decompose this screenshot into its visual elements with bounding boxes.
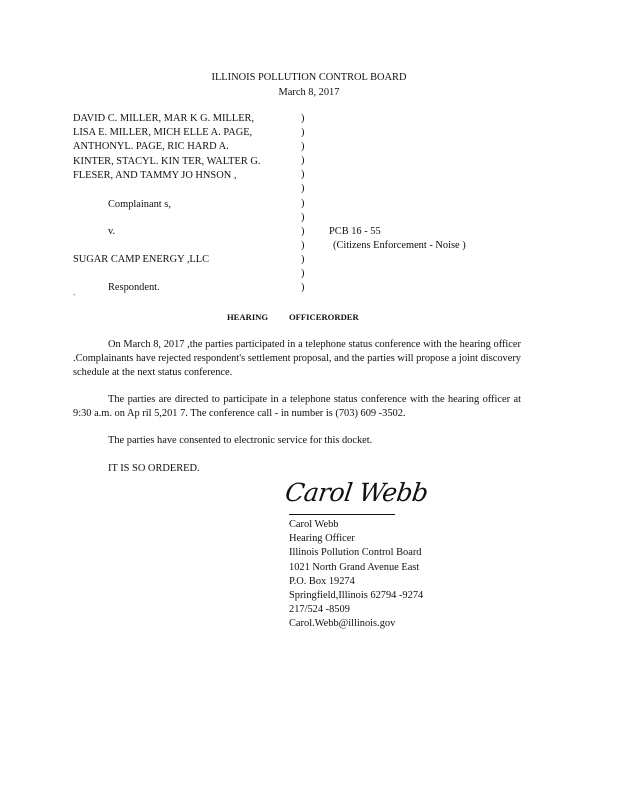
order-date: March 8, 2017 [278, 87, 340, 98]
address-street: 1021 North Grand Avenue East [289, 561, 420, 573]
versus-label: v. [108, 226, 116, 237]
case-type: (Citizens Enforcement - Noise ) [333, 240, 466, 251]
address-po-box: P.O. Box 19274 [289, 575, 355, 587]
paragraph-3: The parties have consented to electronic service for this docket. [108, 435, 373, 446]
respondent-label: Respondent. [108, 282, 160, 293]
party-line: DAVID C. MILLER, MAR K G. MILLER, [73, 113, 255, 124]
agency-name: ILLINOIS POLLUTION CONTROL BOARD [211, 72, 407, 83]
order-title-left: HEARING [227, 312, 269, 322]
paragraph-1: On March 8, 2017 ,the parties participated in a telephone status conference with the hearing officer .Complainants have rejected respondent's settlement proposal, and the parties will propose a joint discovery schedule at the next status conference. [73, 339, 521, 378]
signature-rule [289, 514, 395, 515]
respondent-name: SUGAR CAMP ENERGY ,LLC [73, 254, 210, 265]
paren: ) [301, 141, 305, 153]
paren: ) [301, 197, 305, 209]
paren: ) [301, 282, 305, 294]
paren: ) [301, 169, 305, 181]
address-city: Springfield,Illinois 62794 -9274 [289, 590, 424, 602]
tick-mark: ` [73, 293, 76, 302]
paragraph-2: The parties are directed to participate in a telephone status conference with the hearing officer at 9:30 a.m. on Ap ril 5,201 7. The conference call - in number is (703) 609 -3502. [73, 394, 521, 419]
paren: ) [301, 211, 305, 223]
paren: ) [301, 239, 305, 251]
party-line: LISA E. MILLER, MICH ELLE A. PAGE, [73, 127, 253, 139]
paren: ) [301, 253, 305, 265]
party-line: FLESER, AND TAMMY JO HNSON , [73, 169, 237, 181]
signature-block [289, 518, 423, 632]
email-address: Carol.Webb@illinois.gov [289, 618, 396, 630]
paren: ) [301, 268, 305, 280]
paren: ) [301, 127, 305, 139]
paren: ) [301, 155, 305, 167]
closing-statement: IT IS SO ORDERED. [108, 463, 200, 474]
signature-script: Carol Webb [283, 478, 430, 507]
signer-name: Carol Webb [289, 519, 339, 530]
caption-parentheses [301, 112, 311, 295]
case-number: PCB 16 - 55 [329, 226, 381, 237]
party-line: ANTHONYL. PAGE, RIC HARD A. [73, 141, 229, 153]
signer-title: Hearing Officer [289, 533, 355, 545]
paren: ) [301, 225, 305, 237]
party-line: KINTER, STACYL. KIN TER, WALTER G. [73, 155, 261, 167]
order-title-right: OFFICERORDER [289, 312, 359, 322]
phone-number: 217/524 -8509 [289, 604, 350, 616]
caption-parties [73, 112, 260, 183]
paren: ) [301, 183, 305, 195]
paren: ) [301, 113, 305, 124]
signer-agency: Illinois Pollution Control Board [289, 547, 422, 559]
handwritten-signature [283, 474, 430, 510]
complainants-label: Complainant s, [108, 199, 171, 210]
